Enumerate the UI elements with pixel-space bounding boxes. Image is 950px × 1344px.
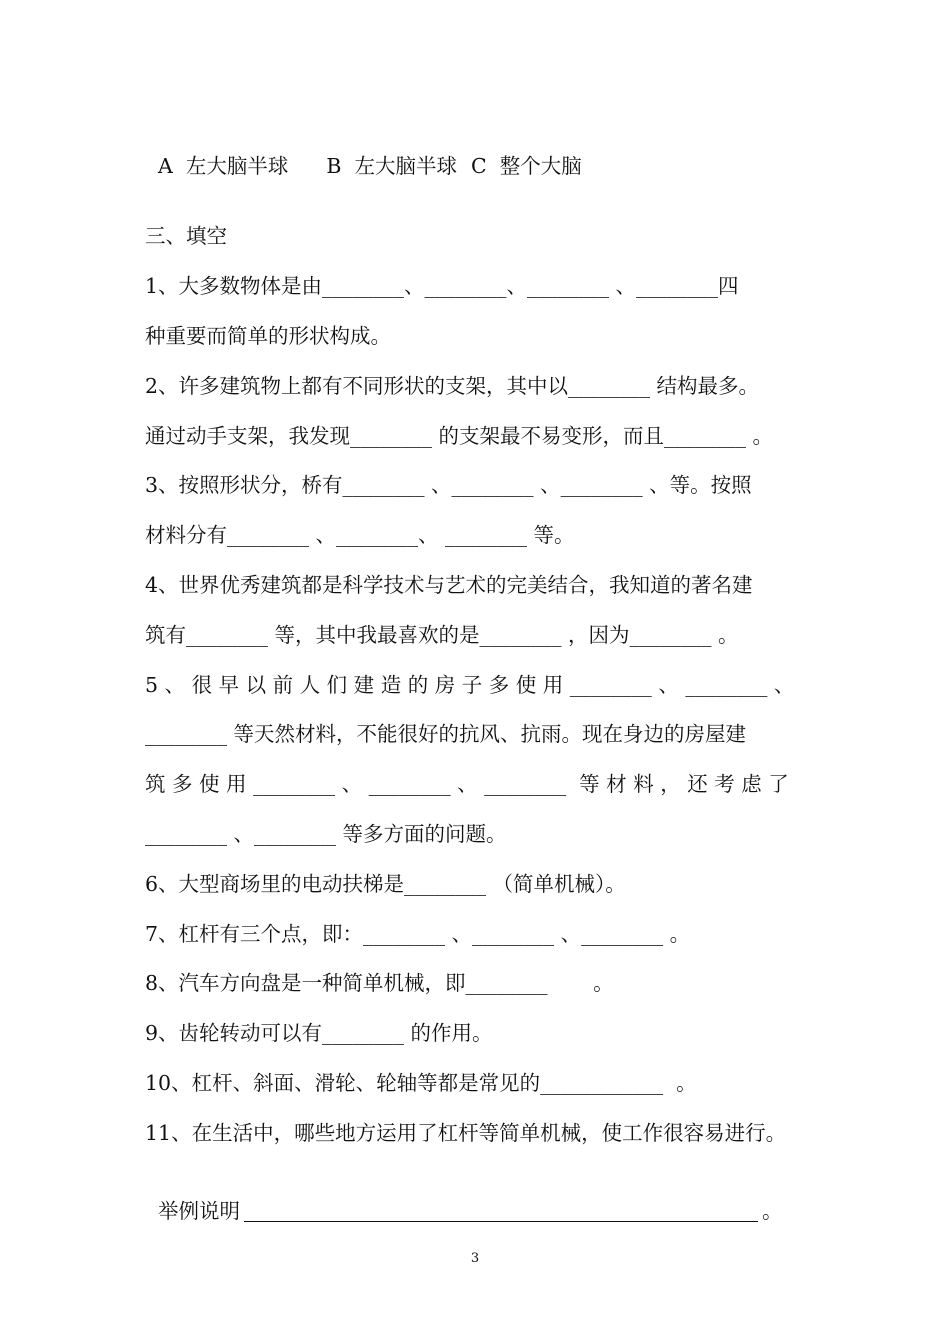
answer-blank[interactable] xyxy=(244,1199,758,1222)
text-line: 6、大型商场里的电动扶梯是________ （简单机械）。 xyxy=(145,872,626,896)
text-line: 8、汽车方向盘是一种简单机械，即________ 。 xyxy=(145,971,614,995)
option-b: B 左大脑半球 xyxy=(326,154,457,178)
text-line: 种重要而简单的形状构成。 xyxy=(145,324,391,348)
text-line: 11、在生活中，哪些地方运用了杠杆等简单机械，使工作很容易进行。 xyxy=(145,1121,787,1145)
text-line: 3、按照形状分，桥有________ 、________ 、________ 、等。按照 xyxy=(145,473,752,497)
text-line: 材料分有________ 、________、 ________ 等。 xyxy=(145,523,575,547)
example-line xyxy=(145,1166,810,1226)
text-line: ________ 、________ 等多方面的问题。 xyxy=(145,822,507,846)
text-line: 1、大多数物体是由________、________、________ 、________四 xyxy=(145,274,739,298)
option-c: C 整个大脑 xyxy=(471,154,582,178)
page-number: 3 xyxy=(470,1251,480,1266)
text-line: 2、许多建筑物上都有不同形状的支架，其中以________ 结构最多。 xyxy=(145,374,760,398)
text-line: 通过动手支架，我发现________ 的支架最不易变形，而且________ 。 xyxy=(145,424,774,448)
text-line: ________ 等天然材料，不能很好的抗风、抗雨。现在身边的房屋建 xyxy=(145,722,747,746)
option-a: A 左大脑半球 xyxy=(158,154,289,178)
text-line: 9、齿轮转动可以有________ 的作用。 xyxy=(145,1021,493,1045)
text-line: 7、杠杆有三个点，即：________ 、________ 、________ 。 xyxy=(145,922,691,946)
mc-options-row xyxy=(145,121,810,181)
text-line: 4、世界优秀建筑都是科学技术与艺术的完美结合，我知道的著名建 xyxy=(145,573,753,597)
text-line: 筑 多 使 用 ________ 、 ________ 、 ________ 等 材 料 ， 还 考 虑 了 xyxy=(145,772,789,796)
text-line: 筑有________ 等，其中我最喜欢的是________ ，因为________ 。 xyxy=(145,623,739,647)
text-line: 5 、 很 早 以 前 人 们 建 造 的 房 子 多 使 用 ________ 、 ________ 、 xyxy=(145,673,795,697)
text-line: 10、杠杆、斜面、滑轮、轮轴等都是常见的____________ 。 xyxy=(145,1071,697,1095)
example-suffix: 。 xyxy=(762,1199,783,1223)
example-prefix: 举例说明 xyxy=(158,1199,241,1223)
section-title: 三、填空 xyxy=(145,224,227,248)
